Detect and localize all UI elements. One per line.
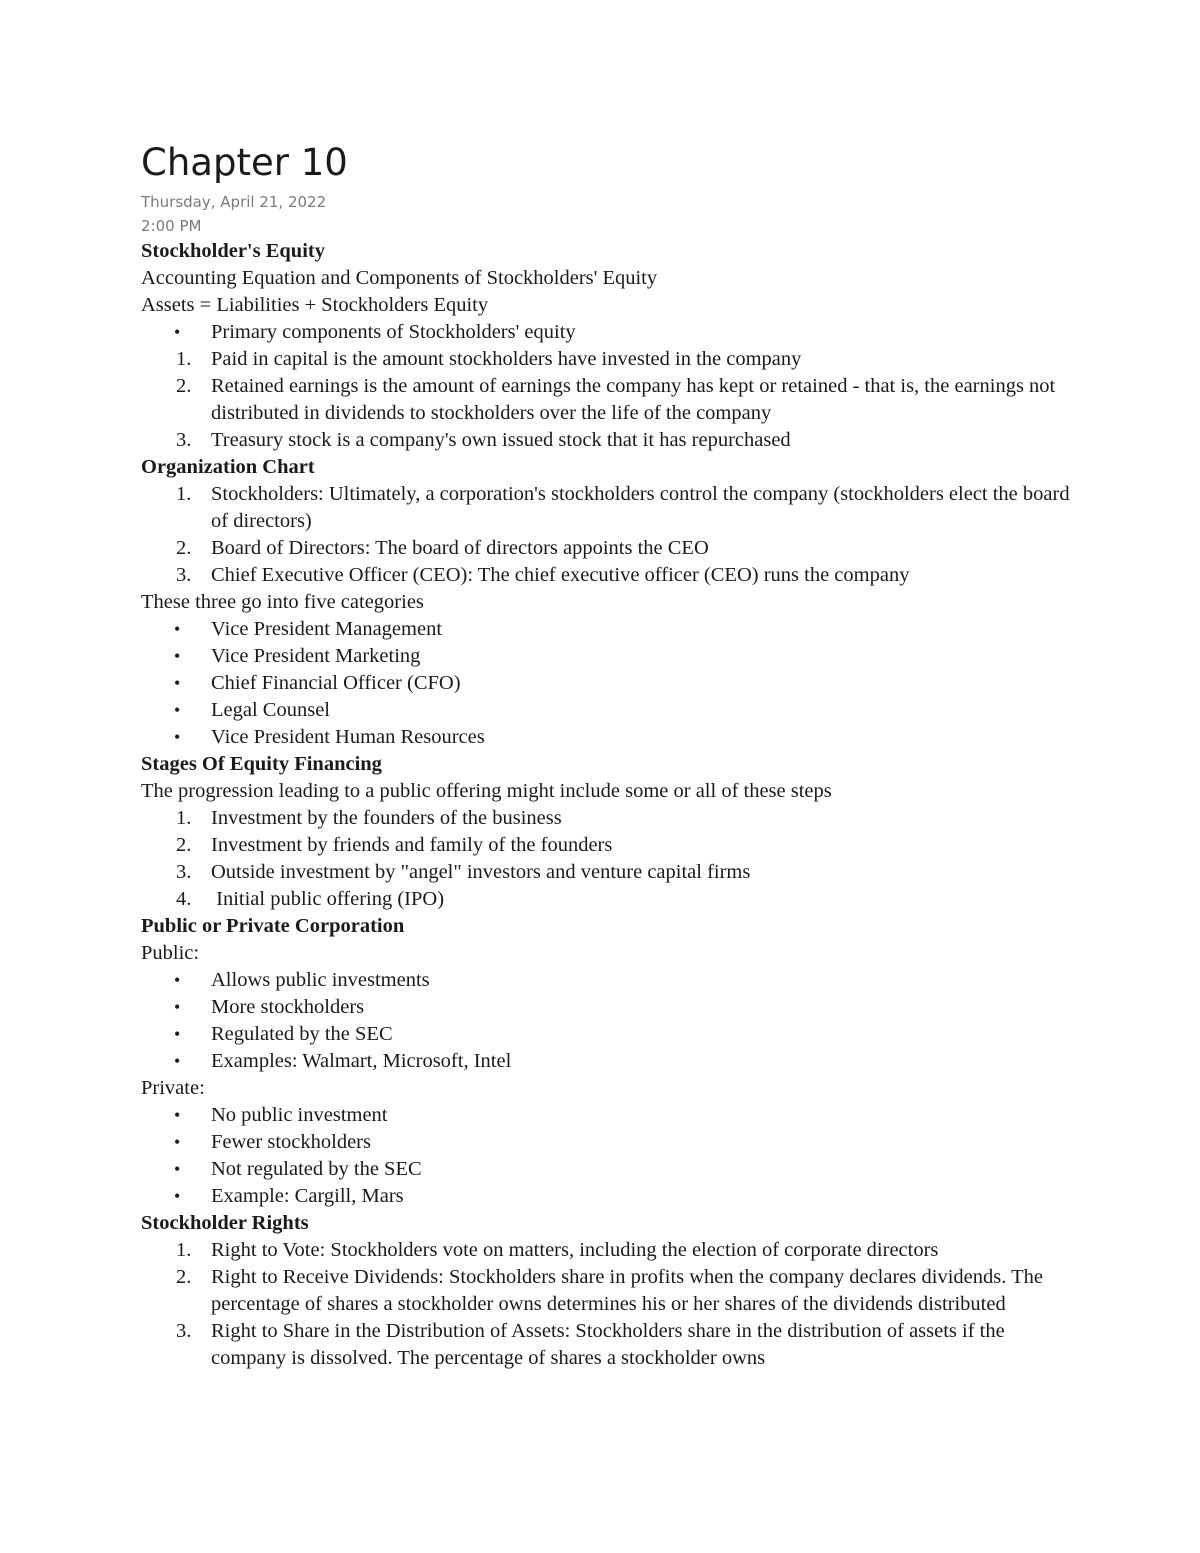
list-item: 1. Paid in capital is the amount stockholders have invested in the company: [176, 348, 802, 370]
list-item: 2. Investment by friends and family of the founders: [176, 834, 613, 856]
private-label: Private:: [141, 1077, 205, 1099]
list-item: 2. Retained earnings is the amount of earnings the company has kept or retained - that is, the earnings not distributed in dividends to stockholders over the life of the company: [176, 375, 1056, 424]
equity-intro: Accounting Equation and Components of Stockholders' Equity: [141, 267, 658, 289]
list-item: • Examples: Walmart, Microsoft, Intel: [141, 1048, 1081, 1075]
list-item: • Legal Counsel: [141, 697, 1081, 724]
list-item: • Fewer stockholders: [141, 1129, 1081, 1156]
list-item: 3. Treasury stock is a company's own issued stock that it has repurchased: [176, 429, 791, 451]
list-item: • Vice President Management: [141, 616, 1081, 643]
list-item: • Vice President Human Resources: [141, 724, 1081, 751]
section-heading-equity: Stockholder's Equity: [141, 240, 325, 262]
rights-numbered-list: [141, 1237, 1081, 1372]
section-heading-rights: Stockholder Rights: [141, 1212, 309, 1234]
bullet-icon: •: [174, 646, 181, 666]
note-page: [141, 140, 1081, 1372]
list-item: • Allows public investments: [141, 967, 1081, 994]
org-categories-list: [141, 616, 1081, 751]
public-label: Public:: [141, 942, 200, 964]
org-categories-intro: These three go into five categories: [141, 591, 424, 613]
bullet-icon: •: [174, 1051, 181, 1071]
bullet-icon: •: [174, 673, 181, 693]
bullet-icon: •: [174, 619, 181, 639]
bullet-icon: •: [174, 1132, 181, 1152]
list-item: 3. Chief Executive Officer (CEO): The chief executive officer (CEO) runs the company: [176, 564, 910, 586]
note-time: 2:00 PM: [141, 217, 202, 235]
bullet-icon: •: [174, 322, 181, 342]
section-heading-org: Organization Chart: [141, 456, 315, 478]
list-item: • Not regulated by the SEC: [141, 1156, 1081, 1183]
private-list: [141, 1102, 1081, 1210]
list-item: 3. Outside investment by "angel" investors and venture capital firms: [176, 861, 751, 883]
stages-numbered-list: [141, 805, 1081, 913]
section-heading-stages: Stages Of Equity Financing: [141, 753, 382, 775]
page-title: Chapter 10: [141, 141, 348, 184]
list-item: • Vice President Marketing: [141, 643, 1081, 670]
public-list: [141, 967, 1081, 1075]
bullet-icon: •: [174, 727, 181, 747]
bullet-icon: •: [174, 700, 181, 720]
equity-numbered-list: [141, 346, 1081, 454]
list-item: • Example: Cargill, Mars: [141, 1183, 1081, 1210]
list-item: • Primary components of Stockholders' equity: [141, 319, 1081, 346]
bullet-icon: •: [174, 1159, 181, 1179]
equity-bullet-list: [141, 319, 1081, 346]
bullet-icon: •: [174, 1024, 181, 1044]
note-date: Thursday, April 21, 2022: [141, 193, 327, 211]
list-item: • No public investment: [141, 1102, 1081, 1129]
equity-equation: Assets = Liabilities + Stockholders Equity: [141, 294, 489, 316]
org-numbered-list: [141, 481, 1081, 589]
list-item: 1. Right to Vote: Stockholders vote on matters, including the election of corporate directors: [176, 1239, 939, 1261]
list-item: 1. Stockholders: Ultimately, a corporation's stockholders control the company (stockholders elect the board of directors): [176, 483, 1070, 532]
bullet-icon: •: [174, 1186, 181, 1206]
list-item: 1. Investment by the founders of the business: [176, 807, 562, 829]
bullet-icon: •: [174, 970, 181, 990]
list-item: 2. Right to Receive Dividends: Stockholders share in profits when the company declares dividends. The percentage of shares a stockholder owns determines his or her shares of the dividends distributed: [176, 1266, 1043, 1315]
bullet-icon: •: [174, 1105, 181, 1125]
bullet-icon: •: [174, 997, 181, 1017]
list-item: 4. Initial public offering (IPO): [176, 888, 445, 910]
stages-intro: The progression leading to a public offering might include some or all of these steps: [141, 780, 832, 802]
list-item: 2. Board of Directors: The board of directors appoints the CEO: [176, 537, 709, 559]
list-item: • Chief Financial Officer (CFO): [141, 670, 1081, 697]
section-heading-corp: Public or Private Corporation: [141, 915, 405, 937]
list-item: • Regulated by the SEC: [141, 1021, 1081, 1048]
list-item: • More stockholders: [141, 994, 1081, 1021]
list-item: 3. Right to Share in the Distribution of Assets: Stockholders share in the distribution of assets if the company is dissolved. The percentage of shares a stockholder owns: [176, 1320, 1005, 1369]
